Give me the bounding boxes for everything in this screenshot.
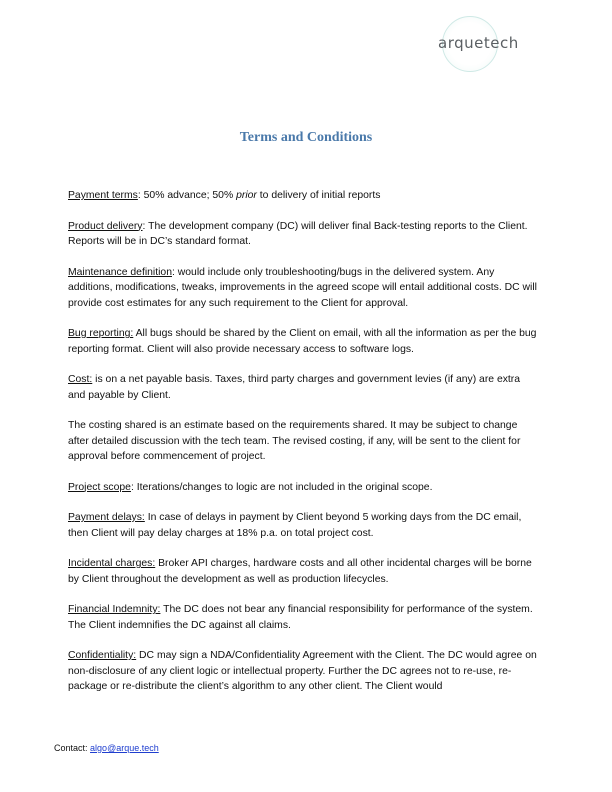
term-bug-reporting: Bug reporting: All bugs should be shared by the Client on email, with all the information as per the bug reporting format. Client will also provide necessary access to software logs. xyxy=(68,328,537,355)
term-product-delivery: Product delivery: The development company (DC) will deliver final Back-testing reports to the Client. Reports will be in DC’s standard format. xyxy=(68,220,528,247)
contact-label: Contact: xyxy=(54,743,88,753)
term-cost: Cost: is on a net payable basis. Taxes, third party charges and government levies (if any) are extra and payable by Client. xyxy=(68,374,521,401)
term-payment-delays: Payment delays: In case of delays in payment by Client beyond 5 working days from the DC email, then Client will pay delay charges at 18% p.a. on total project cost. xyxy=(68,512,522,539)
term-confidentiality: Confidentiality: DC may sign a NDA/Confidentiality Agreement with the Client. The DC would agree on non-disclosure of any client logic or intellectual property. Further the DC agrees not to re-use, re-package or re-distribute the client’s algorithm to any other client. The Client would xyxy=(68,650,537,692)
footer-contact xyxy=(54,743,159,753)
term-maintenance-definition: Maintenance definition: would include only troubleshooting/bugs in the delivered system. Any additions, modifications, tweaks, improvements in the agreed scope will entail additional costs. DC will provide cost estimates for any such requirement to the Client for approval. xyxy=(68,266,537,309)
contact-email-link[interactable]: algo@arque.tech xyxy=(90,743,159,753)
terms-content xyxy=(68,188,538,710)
term-financial-indemnity: Financial Indemnity: The DC does not bear any financial responsibility for performance of the system. The Client indemnifies the DC against all claims. xyxy=(68,604,533,631)
page-title: Terms and Conditions xyxy=(239,130,373,145)
term-payment-terms: Payment terms: 50% advance; 50% prior to delivery of initial reports xyxy=(68,190,381,201)
logo-text: arquetech xyxy=(438,34,519,52)
term-project-scope: Project scope: Iterations/changes to logic are not included in the original scope. xyxy=(68,481,433,493)
company-logo xyxy=(430,14,540,70)
term-incidental-charges: Incidental charges: Broker API charges, hardware costs and all other incidental charges will be borne by Client throughout the development as well as production lifecycles. xyxy=(68,558,532,585)
term-costing-estimate: The costing shared is an estimate based on the requirements shared. It may be subject to change after detailed discussion with the tech team. The revised costing, if any, will be sent to the client for approval before commencement of project. xyxy=(68,420,521,462)
